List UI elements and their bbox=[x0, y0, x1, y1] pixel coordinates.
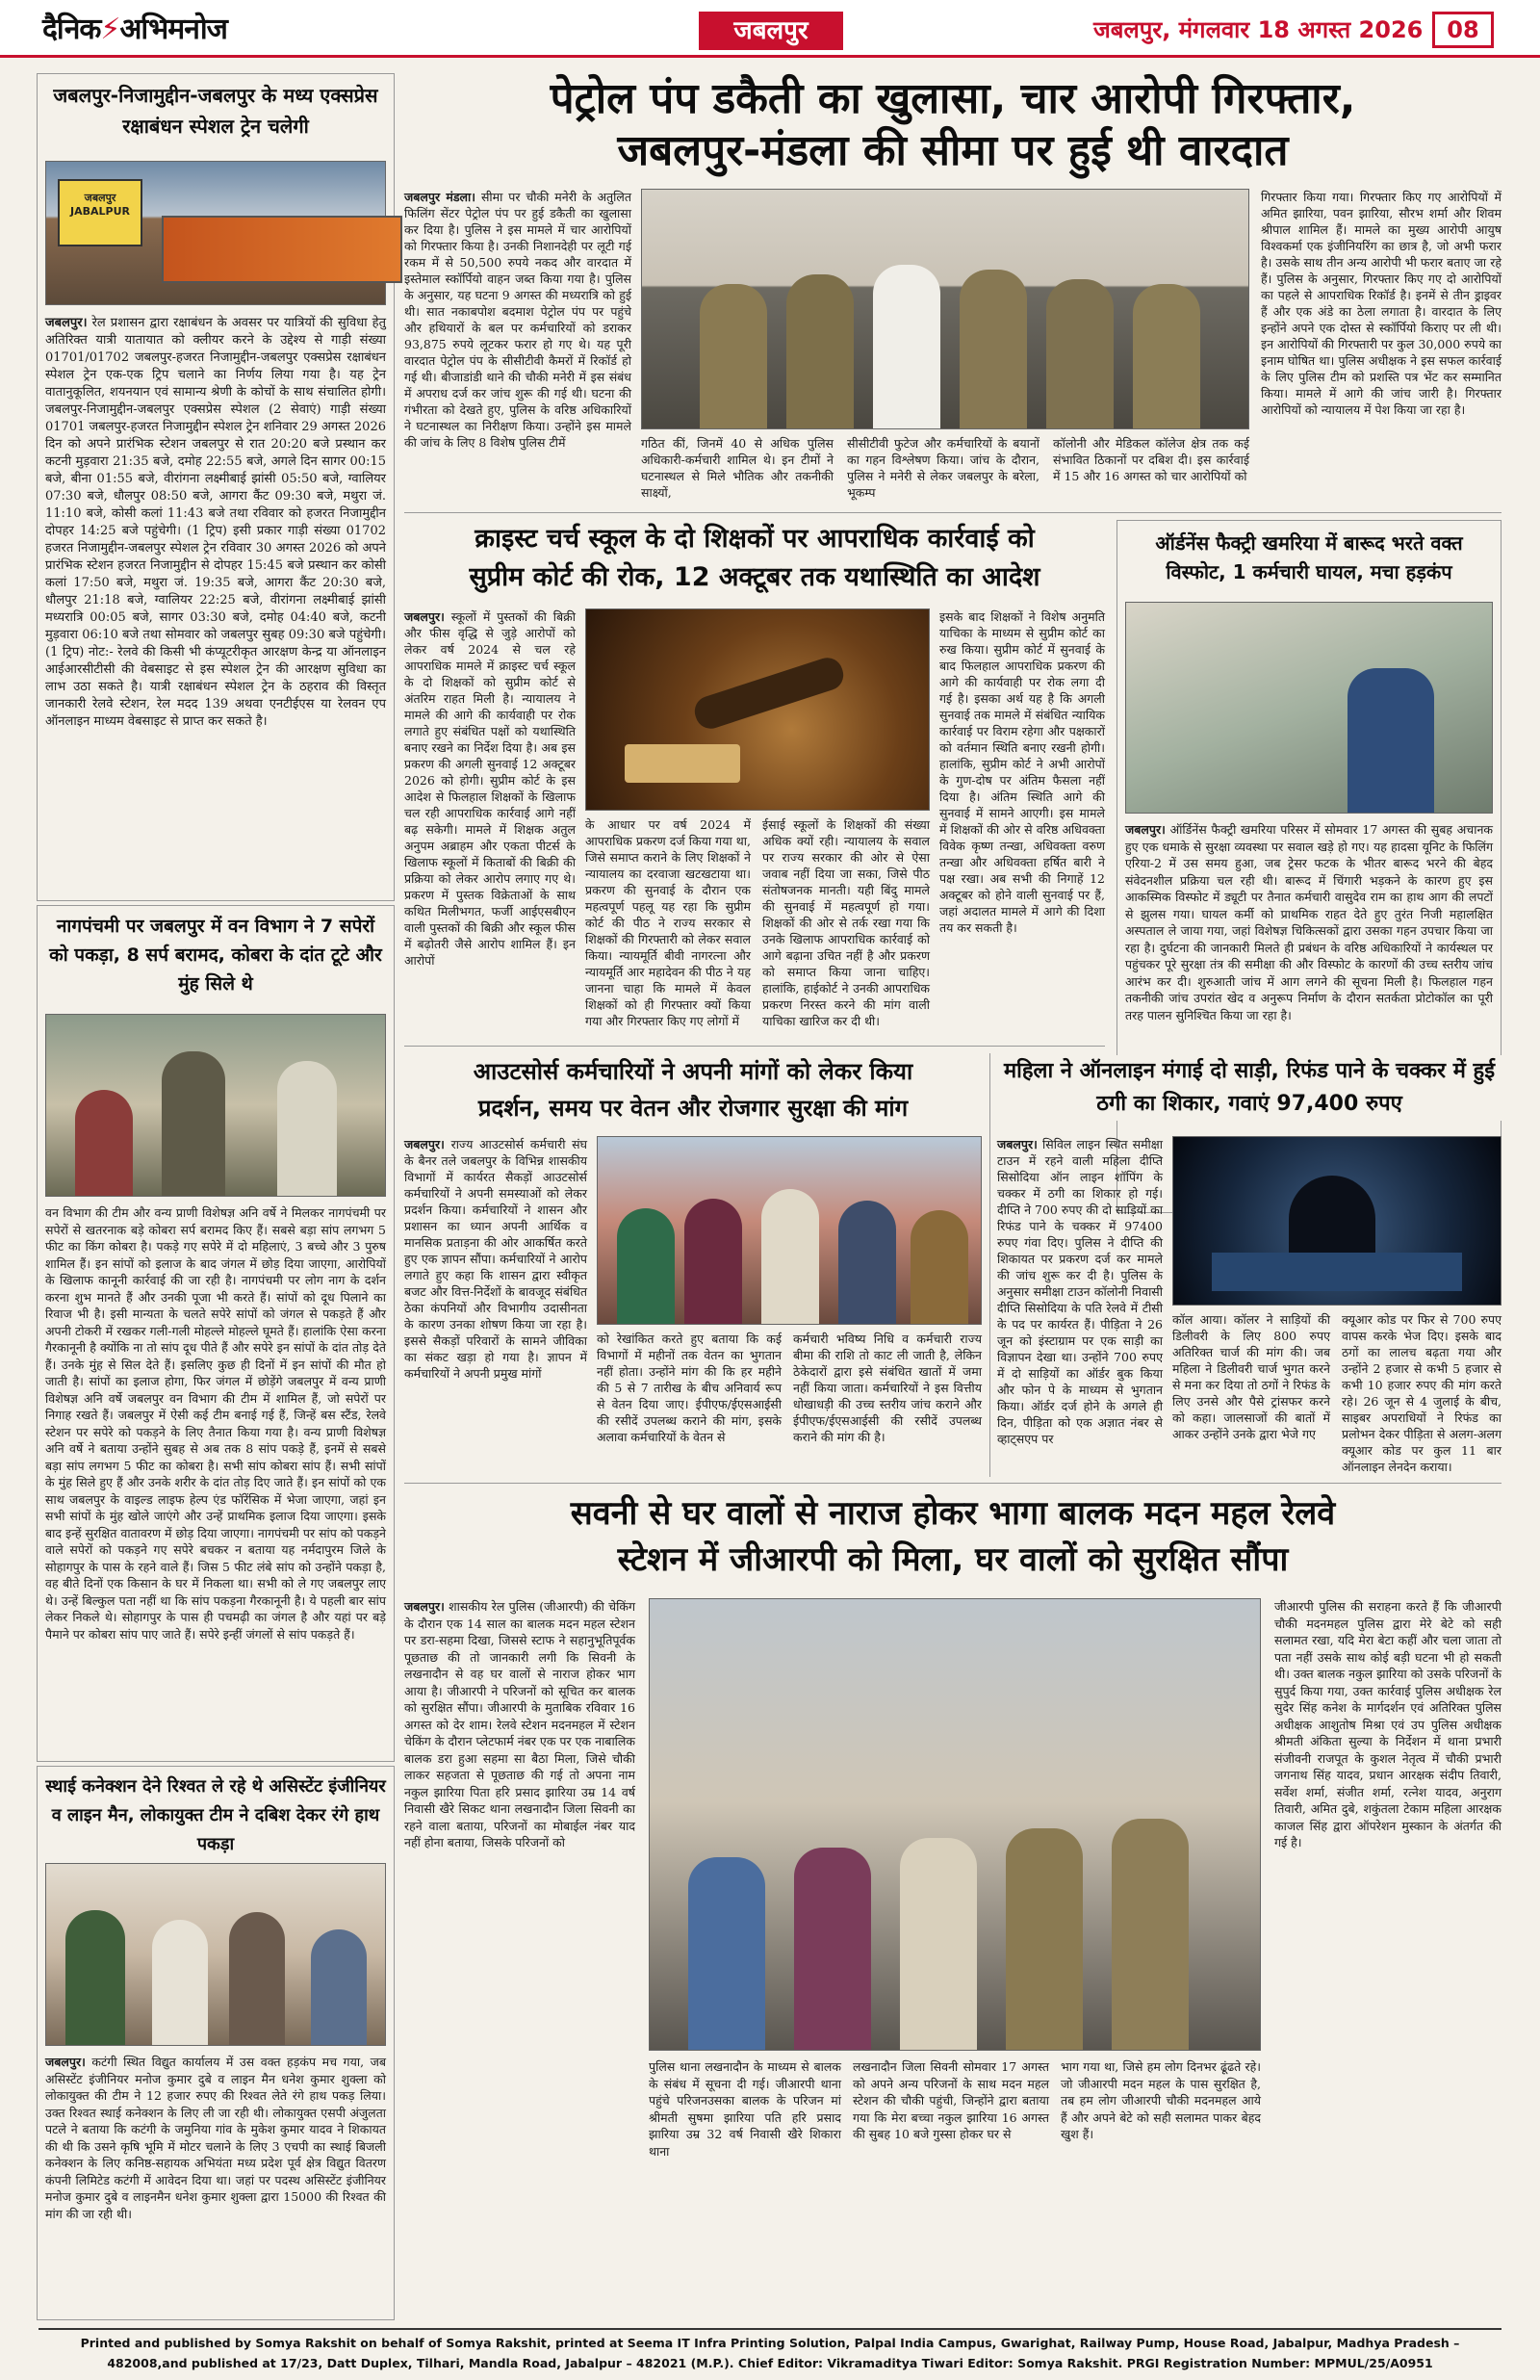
train-headline[interactable]: जबलपुर-निजामुद्दीन-जबलपुर के मध्य एक्सप्रेस रक्षाबंधन स्पेशल ट्रेन चलेगी bbox=[53, 84, 378, 138]
petrol-col-right: गिरफ्तार किया गया। गिरफ्तार किए गए आरोपियों में अमित झारिया, पवन झारिया, सौरभ शर्मा और शिवम श्रीपाल शामिल हैं। मामले का मुख्य आरोपी आयुष विश्वकर्मा एक इंजीनियरिंग का छात्र है, जो अभी फरार है। उसके साथ तीन अन्य आरोपी भी फरार बताए जा रहे हैं। पुलिस के अनुसार, गिरफ्तार किए गए दो आरोपियों का पहले से आपराधिक रिकॉर्ड है। इनमें से तीन ड्राइवर हैं और एक अंडे का ठेला लगाता है। वारदात के लिए इन्होंने अपने एक दोस्त से स्कॉर्पियो किराए पर ली थी। इन आरोपियों की गिरफ्तारी पर कुल 30,000 रुपये का इनाम घोषित था। पुलिस अधीक्षक ने इस सफल कार्रवाई के लिए पुलिस टीम को प्रशस्ति पत्र भेंट कर सम्मानित किया। मामले में आगे की जांच जारी है। गिरफ्तार आरोपियों को न्यायालय में पेश किया जा रहा है। bbox=[1261, 190, 1502, 417]
outsource-col1 bbox=[404, 1136, 587, 1473]
hooded-figure bbox=[1289, 1176, 1375, 1262]
court-dateline: जबलपुर। bbox=[404, 609, 445, 624]
divider bbox=[404, 512, 1502, 513]
boy-under3: भाग गया था, जिसे हम लोग दिनभर ढूंढते रहे। जो जीआरपी मदन महल के पास सुरक्षित है, तब हम लोग जीआरपी चौकी मदनमहल आये हैं और अपने बेटे को सही सलामत पाकर बेहद खुश हैं। bbox=[1061, 2059, 1261, 2141]
press-conference-photo bbox=[641, 189, 1249, 429]
officer-figure bbox=[1112, 1819, 1189, 2050]
boy-col1 bbox=[404, 1598, 635, 2316]
laptop-icon bbox=[1212, 1253, 1462, 1291]
petrol-story bbox=[404, 73, 1502, 506]
boy-under2: लखनादौन जिला सिवनी सोमवार 17 अगस्त को अपने अन्य परिजनों के साथ मदन महल स्टेशन की चौकी पहुंची, जिन्होंने द्वारा बताया गया कि मेरा बच्चा नकुल झारिया 16 अगस्त की सुबह 10 बजे गुस्सा होकर घर से bbox=[853, 2059, 1049, 2141]
boy-dateline: जबलपुर। bbox=[404, 1599, 445, 1614]
bribe-body-text: कटंगी स्थित विद्युत कार्यालय में उस वक्त हड़कंप मच गया, जब असिस्टेंट इंजीनियर मनोज कुमार दुबे व लाइन मैन धनेश कुमार शुक्ला को लोकायुक्त की टीम ने 12 हजार रुपए की रिश्वत लेते रंगे हाथ पकड़ लिया। उक्त रिश्वत स्थाई कनेक्शन के लिए ली जा रही थी। लोकायुक्त एसपी अंजुलता पटले ने बताया कि कटंगी के जमुनिया गांव के मुकेश कुमार यादव ने शिकायत की थी कि उसने कृषि भूमि में मोटर चलाने के लिए 3 एचपी का स्थाई बिजली कनेक्शन के लिए कनिष्ठ-सहायक अभियंता मध्य प्रदेश पूर्व क्षेत्र विद्युत वितरण कंपनी लिमिटेड कटंगी में आवेदन दिया था। जहां पर पदस्थ असिस्टेंट इंजीनियर मनोज कुमार दुबे व लाइनमैन धनेश कुमार शुक्ला द्वारा 15000 की रिश्वत की मांग की जा रही थी। bbox=[45, 2055, 386, 2221]
petrol-headline-line1: पेट्रोल पंप डकैती का खुलासा, चार आरोपी गिरफ्तार, bbox=[550, 74, 1356, 123]
train-story bbox=[37, 73, 395, 901]
boy-story bbox=[404, 1490, 1502, 2320]
divider bbox=[404, 1046, 1105, 1047]
person-figure bbox=[277, 1061, 337, 1196]
factory-dateline: जबलपुर। bbox=[1125, 822, 1166, 837]
train-body-text: रेल प्रशासन द्वारा रक्षाबंधन के अवसर पर यात्रियों की सुविधा हेतु अतिरिक्त यात्री यातायात को क्लीयर करने के उद्देश्य से गाड़ी संख्या 01701/01702 जबलपुर-हजरत निजामुद्दीन-जबलपुर एक्सप्रेस रक्षाबंधन स्पेशल ट्रेन एक-एक ट्रिप चलाने का निर्णय लिया गया है। यह ट्रेन वातानुकूलित, शयनयान एवं सामान्य श्रेणी के कोचों के साथ संचालित होगी। जबलपुर-निजामुद्दीन-जबलपुर एक्सप्रेस स्पेशल (2 सेवाएं) गाड़ी संख्या 01701 जबलपुर-हजरत निजामुद्दीन स्पेशल ट्रेन शनिवार 29 अगस्त 2026 दिन को अपने प्रारंभिक स्टेशन जबलपुर से रात 20:20 बजे प्रस्थान कर कटनी मुड़वारा 21:35 बजे, दमोह 22:55 बजे, अगले दिन सागर 00:15 बजे, बीना 01:55 बजे, वीरांगना लक्ष्मीबाई झांसी 05:50 बजे, ग्वालियर 07:30 बजे, धौलपुर 08:50 बजे, आगरा कैंट 09:30 बजे, मथुरा जं. 11:10 बजे, कोसी कलां 11:43 बजे तथा रविवार को हजरत निजामुद्दीन दोपहर 14:25 बजे पहुंचेगी। (1 ट्रिप) इसी प्रकार गाड़ी संख्या 01702 हजरत निजामुद्दीन-जबलपुर स्पेशल ट्रेन रविवार 30 अगस्त 2026 को अपने प्रारंभिक स्टेशन हजरत निजामुद्दीन से दोपहर 15:45 बजे प्रस्थान कर कोसी कलां 17:50 बजे, मथुरा जं. 19:35 बजे, आगरा कैंट 20:30 बजे, धौलपुर 21:18 बजे, ग्वालियर 22:25 बजे, वीरांगना लक्ष्मीबाई झांसी मध्यरात्रि 00:05 बजे, सागर 03:30 बजे, दमोह 04:40 बजे, कटनी मुड़वारा 06:10 बजे तथा सोमवार को जबलपुर सुबह 09:30 बजे पहुंचेगी। (1 ट्रिप) नोट:- रेलवे की किसी भी कंप्यूटरीकृत आरक्षण केन्द्र या ऑनलाइन आईआरसीटीसी की वेबसाइट से इस स्पेशल ट्रेन की आरक्षण सुविधा का लाभ उठा सकते है। यात्री रक्षाबंधन स्पेशल ट्रेन के ठहराव की विस्तृत जानकारी रेलवे स्टेशन, रेल मदद 139 अथवा एनटीईएस या रेलवन एप ऑनलाइन माध्यम वेबसाइट से प्राप्त कर सकते है। bbox=[45, 316, 386, 729]
outsource-under1: को रेखांकित करते हुए बताया कि कई विभागों में महीनों तक वेतन का भुगतान नहीं होता। उन्होंने मांग की कि हर महीने की 5 से 7 तारीख के बीच अनिवार्य रूप से वेतन दिया जाए। ईपीएफ/ईएसआईसी की रसीदें उपलब्ध कराने की मांग, इसके अलावा कर्मचारियों के वेतन से bbox=[597, 1332, 782, 1444]
person-figure bbox=[75, 1090, 133, 1196]
person-figure bbox=[900, 1838, 977, 2050]
outsource-headline[interactable] bbox=[404, 1053, 982, 1126]
court-headline-line2: सुप्रीम कोर्ट की रोक, 12 अक्टूबर तक यथास्थिति का आदेश bbox=[469, 562, 1040, 592]
bribe-photo bbox=[45, 1863, 386, 2046]
outsource-headline-line1: आउटसोर्स कर्मचारियों ने अपनी मांगों को लेकर किया bbox=[473, 1058, 913, 1085]
lightning-bolt-icon: ⚡ bbox=[100, 13, 120, 46]
boy-col-right: जीआरपी पुलिस की सराहना करते हैं कि जीआरपी चौकी मदनमहल पुलिस द्वारा मेरे बेटे को सही सलामत रखा, यदि मेरा बेटा कहीं और चला जाता तो पता नहीं उसके साथ कोई बड़ी घटना भी हो सकती थी। उक्त बालक नकुल झारिया को उसके परिजनों के सुपुर्द किया गया, उक्त कार्रवाई पुलिस अधीक्षक रेल सुदेर सिंह कनेश के मार्गदर्शन एवं अतिरिक्त पुलिस अधीक्षक आशुतोष मिश्रा एवं उप पुलिस अधीक्षक श्रीमती अंकिता सुल्या के निर्देशन में थाना प्रभारी संजीवनी राजपूत के कुशल नेतृत्व में चौकी प्रभारी जगनाथ सिंह यादव, प्रधान आरक्षक संदीप तिवारी, सर्वेश शर्मा, संजीत शर्मा, रत्नेश यादव, अनुराग तिवारी, अमित दुबे, शकुंतला टेकाम महिला आरक्षक काजल सिंह द्वारा ऑपरेशन मुस्कान के अंतर्गत की गई है। bbox=[1274, 1599, 1502, 1850]
boy-headline[interactable] bbox=[404, 1490, 1502, 1583]
court-col3: ईसाई स्कूलों के शिक्षकों की संख्या अधिक क्यों रही। न्यायालय के सवाल पर राज्य सरकार की ओर से ऐसा जवाब नहीं दिया जा सका, जिसे पीठ संतोषजनक मानती। यही बिंदु मामले की सुनवाई में महत्वपूर्ण हो गया। शिक्षकों की ओर से तर्क रखा गया कि उनके खिलाफ आपराधिक कार्रवाई को आगे बढ़ाना उचित नहीं है और प्रकरण को समाप्त किया जाना चाहिए। हालांकि, हाईकोर्ट ने उनकी आपराधिक प्रकरण निरस्त करने की मांग वाली याचिका खारिज कर दी थी। bbox=[762, 817, 930, 1028]
person-figure bbox=[229, 1912, 285, 2045]
divider bbox=[989, 1053, 990, 1477]
bribe-body bbox=[45, 2054, 386, 2315]
court-story bbox=[404, 520, 1105, 1040]
outsource-headline-line2: प्रदर्शन, समय पर वेतन और रोजगार सुरक्षा की मांग bbox=[477, 1095, 909, 1122]
protester-figure bbox=[761, 1189, 819, 1324]
officer-figure bbox=[873, 265, 940, 428]
masthead bbox=[0, 0, 1540, 58]
court-headline-line1: क्राइस्ट चर्च स्कूल के दो शिक्षकों पर आपराधिक कार्रवाई को bbox=[475, 524, 1035, 554]
petrol-col1-text: सीमा पर चौकी मनेरी के अतुलित फिलिंग सेंटर पेट्रोल पंप पर हुई डकैती का खुलासा कर दिया है। पुलिस ने इस मामले में चार आरोपियों को गिरफ्तार किया है। उनकी निशानदेही पर लूटी गई रकम में से 50,500 रुपये नकद और वारदात में इस्तेमाल स्कॉर्पियो वाहन जब्त किया गया है। पुलिस के अनुसार, यह घटना 9 अगस्त की मध्यरात्रि को हुई थी। सात नकाबपोश बदमाश पेट्रोल पंप पर पहुंचे और हथियारों के बल पर कर्मचारियों को डराकर 93,875 रुपये लूटकर फरार हो गए थे। यह पूरी वारदात पेट्रोल पंप के सीसीटीवी कैमरों में रिकॉर्ड हो गई थी। बीजाडांडी थाने की चौकी मनेरी में इस संबंध में अपराध दर्ज कर जांच शुरू की गई थी। घटना की गंभीरता को देखते हुए, पुलिस के वरिष्ठ अधिकारियों ने घटनास्थल का निरीक्षण किया। उन्होंने इस मामले की जांच के लिए 8 विशेष पुलिस टीमें bbox=[404, 190, 631, 450]
edition-date: जबलपुर, मंगलवार 18 अगस्त 2026 bbox=[1093, 16, 1424, 43]
protester-figure bbox=[617, 1208, 675, 1324]
person-figure bbox=[688, 1857, 765, 2050]
snake-body: वन विभाग की टीम और वन्य प्राणी विशेषज्ञ अनि वर्षे ने मिलकर नागपंचमी पर सपेरों से खतरनाक बड़े कोबरा सर्प बरामद किए हैं। सबसे बड़ा सांप लगभग 5 फीट का किंग कोबरा है। पकड़े गए सपेरे में दो महिलाएं, 3 बच्चे और 3 पुरुष शामिल हैं। इन सांपों को इलाज के बाद जंगल में छोड़ दिया जाएगा, आरोपियों के खिलाफ कानूनी कार्रवाई की जा रही है। नागपंचमी पर लोग नाग के दर्शन करना शुभ मानते हैं और उनकी पूजा भी करते हैं। सांपों को दूध पिलाने का रिवाज भी है। इसी मान्यता के चलते सपेरे सांपों को जंगल से पकड़ते हैं और अपनी टोकरी में रखकर गली-गली मोहल्ले मोहल्ले घूमते हैं। हालांकि ऐसा करना गैरकानूनी है क्योंकि ना तो सांप दूध पीते हैं और सपेरे इन सांपों के दांत तोड़ देते हैं। उनके मुंह से सिल देते हैं। इसलिए कुछ ही दिनों में इन सांपों की मौत हो जाती है। सांपों का इलाज होगा, फिर जंगल में छोड़ेंगे जबलपुर में वन्य प्राणी विशेषज्ञ अनि वर्षे जबलपुर वन विभाग की टीम में शामिल हैं, जो सपेरों पर निगाह रखते हैं। जबलपुर में ऐसी कई टीम बनाई गई हैं, जिन्हें बस स्टैंड, रेलवे स्टेशन पर सपेरे को पकड़ने के लिए तैनात किया गया है। वन्य प्राणी विशेषज्ञ अनि वर्षे ने बताया उन्होंने सुबह से अब तक 8 सांप पकड़े हैं, इनमें से सबसे बड़ा सांप लगभग 5 फीट का कोबरा है। सभी सांप कोबरा सांप हैं। सभी सांपों के मुंह सिले हुए हैं और उनके शरीर के दांत तोड़ दिए जाते हैं। इन सांपों को एक साथ जबलपुर के वाइल्ड लाइफ हेल्प एंड फॉरेंसिक में भेजा जाएगा, जहां इन सभी सांपों के मुंह खोले जाएंगे और उन्हें प्राथमिक इलाज दिया जाएगा। इसके बाद इन्हें सुरक्षित वातावरण में छोड़ दिया जाएगा। नागपंचमी पर सांप को पकड़ने वाले सपेरों को पकड़ने गए सपेरे बचकर न बताया यह नर्मदापुरम जिले के सोहागपुर के पास के रहने वाले हैं। जिस 5 फीट लंबे सांप को उन्होंने पकड़ा है, वह बीते दिनों एक किसान के घर में निकला था। सभी को ले गए जबलपुर लाए थे। उन्हें बिल्कुल पता नहीं था कि सांप पकड़ना गैरकानूनी है। ये पहली बार सांप लेकर निकले थे। सोहागपुर के पास ही पचमढ़ी का जंगल है और यहां पर बड़े पैमाने पर कोबरा सांप पाए जाते हैं। सपेरे इन्हीं जंगलों से सांप पकड़ते हैं। bbox=[45, 1205, 386, 1642]
petrol-col1 bbox=[404, 189, 631, 450]
worker-figure bbox=[1348, 668, 1434, 813]
bribe-headline[interactable]: स्थाई कनेक्शन देने रिश्वत ले रहे थे असिस्टेंट इंजीनियर व लाइन मैन, लोकायुक्त टीम ने दबिश देकर रंगे हाथ पकड़ा bbox=[45, 1776, 386, 1854]
protest-photo bbox=[597, 1136, 982, 1325]
cyber-headline[interactable]: महिला ने ऑनलाइन मंगाई दो साड़ी, रिफंड पाने के चक्कर में हुई ठगी का शिकार, गवाएं 97,400 रुपए bbox=[997, 1055, 1502, 1121]
officer-figure bbox=[960, 270, 1027, 428]
logo-text-left: दैनिक bbox=[42, 13, 101, 46]
court-col1 bbox=[404, 608, 576, 1032]
snake-headline[interactable]: नागपंचमी पर जबलपुर में वन विभाग ने 7 सपेरों को पकड़ा, 8 सर्प बरामद, कोबरा के दांत टूटे और मुंह सिले थे bbox=[49, 916, 382, 995]
petrol-dateline: जबलपुर मंडला। bbox=[404, 190, 476, 204]
petrol-under3: कॉलोनी और मेडिकल कॉलेज क्षेत्र तक कई संभावित ठिकानों पर दबिश दी। इस कार्रवाई में 15 और 16 अगस्त को चार आरोपियों को bbox=[1053, 436, 1249, 483]
person-figure bbox=[65, 1910, 125, 2045]
snake-photo bbox=[45, 1014, 386, 1197]
gavel-photo bbox=[585, 608, 930, 811]
boy-headline-line1: सवनी से घर वालों से नाराज होकर भागा बालक मदन महल रेलवे bbox=[570, 1494, 1336, 1533]
boy-col1-text: शासकीय रेल पुलिस (जीआरपी) की चेकिंग के दौरान एक 14 साल का बालक मदन महल स्टेशन पर डरा-सहमा दिखा, जिससे स्टाफ ने सहानुभूतिपूर्वक पूछताछ की तो जानकारी लगी कि सिवनी के लखनादौन से वह घर वालों से नाराज होकर भाग आया है। जीआरपी ने परिजनों को सूचित कर बालक को सुरक्षित सौंपा। जीआरपी के मुताबिक रविवार 16 अगस्त को देर शाम। रेलवे स्टेशन मदनमहल में स्टेशन चेकिंग के दौरान प्लेटफार्म नंबर एक पर एक नाबालिक बालक डरा हुआ सहमा सा बैठा मिला, जिसे चौकी लाकर सहजता से पूछताछ की गई तो अपना नाम नकुल झारिया पिता हरि प्रसाद झारिया उम्र 14 वर्ष निवासी खैरे सिकट थाना लखनादौन जिला सिवनी का रहने वाला बताया, परिजनों का मोबाईल नंबर याद नहीं होना बताया, जिसके परिजनों को bbox=[404, 1599, 635, 1850]
person-figure bbox=[311, 1929, 367, 2045]
factory-headline[interactable]: ऑर्डनेंस फैक्ट्री खमरिया में बारूद भरते वक्त विस्फोट, 1 कर्मचारी घायल, मचा हड़कंप bbox=[1155, 531, 1463, 583]
footer-line2: 482008,and published at 17/23, Datt Duplex, Tilhari, Mandla Road, Jabalpur – 482021 (M.P.). Chief Editor: Vikramaditya Tiwari Editor: Somya Rakshit. PRGI Registration Number: MPMUL/25/A0951 bbox=[107, 2356, 1433, 2370]
petrol-under2: सीसीटीवी फुटेज और कर्मचारियों के बयानों का गहन विश्लेषण किया। जांच के दौरान, पुलिस ने मनेरी से लेकर जबलपुर के बरेला, भूकम्प bbox=[847, 436, 1040, 500]
person-figure bbox=[794, 1848, 871, 2050]
protester-figure bbox=[684, 1199, 742, 1324]
outsource-dateline: जबलपुर। bbox=[404, 1137, 445, 1151]
court-col1-text: स्कूलों में पुस्तकों की बिक्री और फीस वृद्धि से जुड़े आरोपों को लेकर वर्ष 2024 से चल रहे आपराधिक मामले में क्राइस्ट चर्च स्कूल के दो शिक्षकों को सुप्रीम कोर्ट से अंतरिम राहत मिली है। न्यायालय ने मामले की आगे की कार्यवाही पर रोक लगाते हुए संबंधित पक्षों को यथास्थिति बनाए रखने का निर्देश दिया है। अब इस प्रकरण की अगली सुनवाई 12 अक्टूबर 2026 को होगी। सुप्रीम कोर्ट के इस आदेश से फिलहाल शिक्षकों के खिलाफ चल रही आपराधिक कार्रवाई आगे नहीं बढ़ सकेगी। मामले में शिक्षक अतुल अनुपम अब्राहम और एकता पीटर्स के खिलाफ स्कूलों में किताबों की बिक्री की प्रक्रिया को लेकर आरोप लगाए गए थे। प्रकरण में पुस्तक विक्रेताओं के साथ कथित मिलीभगत, फर्जी आईएसबीएन वाली पुस्तकों की बिक्री और स्कूल फीस में बढ़ोतरी जैसे आरोप शामिल हैं। इन आरोपों bbox=[404, 609, 576, 968]
cyber-col1 bbox=[997, 1136, 1163, 1477]
cyber-body-area bbox=[997, 1136, 1502, 1477]
gavel-icon bbox=[691, 654, 848, 733]
train-body bbox=[45, 315, 386, 731]
petrol-under1: गठित कीं, जिनमें 40 से अधिक पुलिस अधिकारी-कर्मचारी शामिल थे। इन टीमों ने घटनास्थल से मिले भौतिक और तकनीकी साक्ष्यों, bbox=[641, 436, 834, 500]
newspaper-logo[interactable] bbox=[42, 8, 227, 47]
section-label: जबलपुर bbox=[699, 12, 843, 50]
court-headline[interactable] bbox=[404, 520, 1105, 597]
person-figure bbox=[152, 1920, 208, 2045]
train-illustration bbox=[162, 216, 402, 283]
petrol-headline-line2: जबलपुर-मंडला की सीमा पर हुई थी वारदात bbox=[617, 126, 1289, 175]
boy-under1: पुलिस थाना लखनादौन के माध्यम से बालक के संबंध में सूचना दी गई। जीआरपी थाना पहुंचे परिजनउसका बालक के परिजन मां श्रीमती सुषमा झारिया पति हरि प्रसाद झारिया उम्र 32 वर्ष निवासी खैरे शिकारा थाना bbox=[649, 2059, 841, 2159]
person-figure bbox=[162, 1051, 225, 1196]
snake-story bbox=[37, 905, 395, 1762]
officer-figure bbox=[786, 274, 854, 428]
cyber-dateline: जबलपुर। bbox=[997, 1137, 1038, 1151]
outsource-under2: कर्मचारी भविष्य निधि व कर्मचारी राज्य बीमा की राशि तो काट ली जाती है, लेकिन ठेकेदारों द्वारा इसे संबंधित खातों में जमा नहीं किया जाता। कर्मचारियों ने इस वित्तीय धोखाधड़ी की उच्च स्तरीय जांच कराने और ईपीएफ/ईएसआईसी की रसीदें उपलब्ध कराने की मांग की है। bbox=[793, 1332, 982, 1444]
outsource-col1-text: राज्य आउटसोर्स कर्मचारी संघ के बैनर तले जबलपुर के विभिन्न शासकीय विभागों में कार्यरत सैकड़ों आउटसोर्स कर्मचारियों ने अपनी समस्याओं को लेकर प्रदर्शन किया। कर्मचारियों ने शासन और प्रशासन का ध्यान अपनी आर्थिक व मानसिक प्रताड़ना की ओर आकर्षित करते हुए एक ज्ञापन सौंपा। कर्मचारियों ने आरोप लगाते हुए कहा कि शासन द्वारा स्वीकृत बजट और वित्त-निर्देशों के बावजूद संबंधित ठेका कंपनियों और विभागीय उदासीनता के कारण उनका शोषण किया जा रहा है। इससे सैकड़ों परिवारों के सामने जीविका का संकट खड़ा हो गया है। ज्ञापन में कर्मचारियों ने अपनी प्रमुख मांगों bbox=[404, 1137, 587, 1381]
train-dateline: जबलपुर। bbox=[45, 316, 88, 330]
divider bbox=[404, 1483, 1502, 1484]
factory-body-text: ऑर्डिनेंस फैक्ट्री खमरिया परिसर में सोमवार 17 अगस्त की सुबह अचानक हुए एक धमाके से सुरक्षा व्यवस्था पर सवाल खड़े हो गए। यह हादसा यूनिट के फिलिंग एरिया-2 में उस समय हुआ, जब ट्रेसर फटक के भीतर बारूद भरने की बेहद संवेदनशील प्रक्रिया चल रही थी। बारूद में चिंगारी भड़कने के कारण हुए इस आकस्मिक विस्फोट में ड्यूटी पर तैनात कर्मचारी वासुदेव राम का हाथ आग की लपटों से झुलस गया। घायल कर्मी को प्राथमिक राहत देते हुए तुरंत निजी महालक्षित अस्पताल ले जाया गया, जहां विशेषज्ञ चिकित्सकों द्वारा उसका गहन उपचार किया जा रहा है। दुर्घटना की जानकारी मिलते ही प्रबंधन के वरिष्ठ अधिकारियों ने कार्यस्थल पर पहुंचकर पूरे सुरक्षा तंत्र की समीक्षा की और विस्फोट के कारणों की उच्च स्तरीय जांच आरंभ कर दी। शुरुआती जांच में आग लगने की सूचना मिली है। फिलहाल गहन तकनीकी जांच उपरांत खेद व अनुरूप निर्माण के दौरान सतर्कता प्रोटोकॉल का पूरी तरह पालन सुनिश्चित किया जा रहा है। bbox=[1125, 822, 1493, 1022]
court-col4: इसके बाद शिक्षकों ने विशेष अनुमति याचिका के माध्यम से सुप्रीम कोर्ट का रुख किया। सुप्रीम कोर्ट में सुनवाई के बाद फिलहाल आपराधिक प्रकरण की आगे की कार्यवाही पर रोक लगा दी गई है। इसका अर्थ यह है कि अगली सुनवाई तक मामले में संबंधित न्यायिक कार्रवाई पर विराम रहेगा और पक्षकारों को वर्तमान स्थिति बनाए रखनी होगी। हालांकि, सुप्रीम कोर्ट ने अभी आरोपों के गुण-दोष पर अंतिम फैसला नहीं दिया है। अंतिम स्थिति आगे की सुनवाई में सामने आएगी। इस मामले में शिक्षकों की ओर से वरिष्ठ अधिवक्ता विवेक कृष्ण तन्खा, अधिवक्ता वरुण तन्खा और अधिवक्ता हर्षित बारी ने पक्ष रखा। अब सभी की निगाहें 12 अक्टूबर को होने वाली सुनवाई पर हैं, जहां अदालत मामले में आगे की दिशा तय कर सकती है। bbox=[939, 609, 1105, 935]
officer-figure bbox=[1046, 279, 1114, 428]
cyber-under2: क्यूआर कोड पर फिर से 700 रुपए वापस करके भेज दिए। इसके बाद ठगों का लालच बढ़ता गया और उन्होंने 2 हजार से कभी 5 हजार से कभी 10 हजार रुपए की मांग करते रहे। 26 जून से 4 जुलाई के बीच, साइबर अपराधियों ने रिफंड का प्रलोभन देकर पीड़िता से अलग-अलग क्यूआर कोड पर कुल 11 बार ऑनलाइन लेनदेन कराया। bbox=[1342, 1312, 1502, 1474]
officer-figure bbox=[1133, 284, 1200, 428]
book-icon bbox=[625, 744, 740, 783]
print-line-footer bbox=[38, 2328, 1502, 2372]
outsource-story bbox=[404, 1053, 982, 1477]
officer-figure bbox=[1006, 1828, 1083, 2050]
cyber-col1-text: सिविल लाइन स्थित समीक्षा टाउन में रहने वाली महिला दीप्ति सिसोदिया ऑन लाइन शॉपिंग के चक्कर में ठगी का शिकार हो गई। दीप्ति ने 700 रुपए की दो साड़ियों का रिफंड पाने के चक्कर में 97400 रुपए गंवा दिए। पुलिस ने दीप्ति की शिकायत पर प्रकरण दर्ज कर मामले की जांच शुरू कर दी है। पुलिस के अनुसार समीक्षा टाउन कॉलोनी निवासी दीप्ति सिसोदिया के पति रेलवे में टीसी के पद पर कार्यरत हैं। पीड़िता ने 26 जून को इंस्टाग्राम पर एक साड़ी का विज्ञापन देखा था। उन्होंने 700 रुपए में दो साड़ियों का ऑर्डर बुक किया और फोन पे के माध्यम से भुगतान किया। ऑर्डर दर्ज होने के अगले ही दिन, पीड़िता को एक अज्ञात नंबर से व्हाट्सएप पर bbox=[997, 1137, 1163, 1446]
page-number: 08 bbox=[1432, 12, 1494, 48]
cyber-under1: कॉल आया। कॉलर ने साड़ियों की डिलीवरी के लिए 800 रुपए अतिरिक्त चार्ज की मांग की। जब महिला ने डिलीवरी चार्ज भुगत करने से मना कर दिया तो ठगों ने रिफंड के लिए उनसे और पैसे ट्रांसफर करने को कहा। जालसाजों की बातों में आकर उन्होंने उनके द्वारा भेजे गए bbox=[1172, 1312, 1330, 1441]
petrol-headline[interactable] bbox=[404, 73, 1502, 177]
cyber-fraud-photo bbox=[1172, 1136, 1502, 1306]
station-sign: जबलपुर JABALPUR bbox=[58, 179, 142, 246]
protester-figure bbox=[911, 1210, 968, 1324]
boy-handover-photo bbox=[649, 1598, 1261, 2051]
footer-line1: Printed and published by Somya Rakshit on behalf of Somya Rakshit, printed at Seema IT Infra Printing Solution, Palpal India Campus, Gwarighat, Railway Pump, House Road, Jabalpur, Madhya Pradesh – bbox=[80, 2336, 1460, 2350]
boy-headline-line2: स्टेशन में जीआरपी को मिला, घर वालों को सुरक्षित सौंपा bbox=[617, 1540, 1289, 1579]
bribe-story bbox=[37, 1766, 395, 2320]
bribe-dateline: जबलपुर। bbox=[45, 2055, 86, 2069]
protester-figure bbox=[838, 1201, 896, 1324]
factory-photo bbox=[1125, 602, 1493, 814]
court-col2: के आधार पर वर्ष 2024 में आपराधिक प्रकरण दर्ज किया गया था, जिसे समाप्त कराने के लिए शिक्षकों ने न्यायालय का दरवाजा खटखटाया था। प्रकरण की सुनवाई के दौरान एक महत्वपूर्ण पहलू यह रहा कि सुप्रीम कोर्ट की पीठ ने राज्य सरकार से शिक्षकों की गिरफ्तारी को लेकर सवाल किया। न्यायमूर्ति बीवी नागरत्ना और न्यायमूर्ति आर महादेवन की पीठ ने यह जानना चाहा कि मामले में केवल शिक्षकों को ही गिरफ्तार क्यों किया गया और गिरफ्तार किए गए लोगों में bbox=[585, 817, 751, 1028]
officer-figure bbox=[700, 284, 767, 428]
logo-text-right: अभिमनोज bbox=[119, 13, 227, 46]
train-photo bbox=[45, 161, 386, 305]
